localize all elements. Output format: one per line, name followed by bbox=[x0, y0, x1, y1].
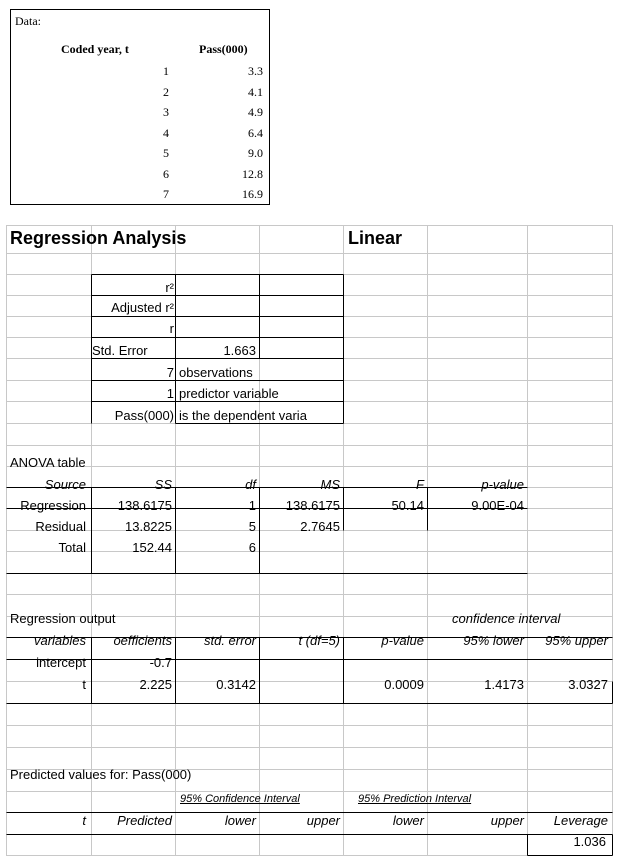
data-row-t: 4 bbox=[163, 125, 169, 140]
coded-year-header: Coded year, t bbox=[61, 42, 129, 56]
data-row-t: 6 bbox=[163, 166, 169, 181]
data-row-pass: 6.4 bbox=[248, 125, 263, 140]
output-header-upper: 95% upper bbox=[545, 633, 608, 648]
data-table bbox=[10, 9, 270, 205]
output-pvalue: 0.0009 bbox=[384, 677, 424, 692]
anova-ss: 152.44 bbox=[132, 540, 172, 555]
output-var: intercept bbox=[36, 655, 86, 670]
anova-source: Total bbox=[58, 540, 86, 555]
anova-title: ANOVA table bbox=[10, 455, 86, 470]
data-row-pass: 16.9 bbox=[242, 187, 263, 201]
data-row-t: 1 bbox=[163, 64, 169, 78]
pi-interval-label: 95% Prediction Interval bbox=[358, 793, 472, 805]
ci-interval-label: 95% Confidence Interval bbox=[180, 793, 300, 805]
anova-source: Regression bbox=[20, 498, 86, 513]
pred-header-ci-lower: lower bbox=[224, 813, 256, 828]
std-error-label: Std. Error bbox=[92, 343, 148, 358]
predicted-title: Predicted values for: Pass(000) bbox=[10, 767, 192, 782]
observations-label: observations bbox=[179, 365, 253, 380]
output-header-var: variables bbox=[33, 633, 86, 648]
pred-header-predicted: Predicted bbox=[117, 813, 172, 828]
anova-f: 50.14 bbox=[391, 498, 424, 513]
pred-header-ci-upper: upper bbox=[306, 813, 340, 828]
model-label: Linear bbox=[348, 228, 403, 248]
anova-source: Residual bbox=[35, 519, 86, 534]
output-header-lower: 95% lower bbox=[463, 633, 524, 648]
pred-header-leverage: Leverage bbox=[553, 813, 608, 828]
anova-header-ss: SS bbox=[154, 477, 172, 492]
data-row-pass: 4.1 bbox=[248, 84, 263, 99]
data-row-t: 2 bbox=[163, 84, 169, 99]
data-row-t: 3 bbox=[163, 105, 169, 119]
anova-df: 6 bbox=[248, 540, 256, 555]
adj-r2-label: Adjusted r² bbox=[111, 300, 174, 315]
output-header-std-error: std. error bbox=[203, 633, 256, 648]
output-upper: 3.0327 bbox=[568, 677, 608, 692]
data-row-pass: 4.9 bbox=[248, 105, 263, 119]
anova-df: 1 bbox=[248, 498, 256, 513]
output-header-pvalue: p-value bbox=[381, 633, 424, 648]
data-row-t: 5 bbox=[163, 146, 169, 160]
predictors-label: predictor variable bbox=[179, 386, 279, 401]
anova-header-df: df bbox=[245, 477, 256, 492]
std-error-value: 1.663 bbox=[223, 343, 256, 358]
output-coef: 2.225 bbox=[139, 677, 172, 692]
observations-value: 7 bbox=[166, 365, 174, 380]
ci-title: confidence interval bbox=[452, 611, 561, 626]
output-header-t-stat: t (df=5) bbox=[298, 633, 340, 648]
dependent-value: Pass(000) bbox=[114, 408, 174, 423]
output-coef: -0.7 bbox=[149, 655, 172, 670]
anova-ss: 13.8225 bbox=[125, 519, 172, 534]
anova-header-pvalue: p-value bbox=[481, 477, 524, 492]
output-var: t bbox=[82, 677, 86, 692]
anova-ms: 138.6175 bbox=[285, 498, 340, 513]
dependent-label: is the dependent varia bbox=[179, 408, 307, 423]
predictors-value: 1 bbox=[166, 386, 174, 401]
data-row-t: 7 bbox=[163, 187, 169, 201]
regression-title: Regression Analysis bbox=[10, 228, 187, 248]
data-caption: Data: bbox=[15, 14, 41, 28]
output-std-error: 0.3142 bbox=[216, 677, 256, 692]
pred-header-pi-lower: lower bbox=[392, 813, 424, 828]
output-header-coef: oefficients bbox=[113, 633, 172, 648]
anova-header-source: Source bbox=[44, 477, 86, 492]
anova-ms: 2.7645 bbox=[300, 519, 340, 534]
anova-header-f: F bbox=[416, 477, 424, 492]
pred-header-t: t bbox=[82, 813, 86, 828]
anova-ss: 138.6175 bbox=[117, 498, 172, 513]
data-row-pass: 9.0 bbox=[248, 146, 263, 160]
anova-header-ms: MS bbox=[320, 477, 340, 492]
r2-label: r² bbox=[165, 280, 174, 295]
anova-pvalue: 9.00E-04 bbox=[471, 498, 524, 513]
pass-header: Pass(000) bbox=[199, 42, 248, 56]
output-lower: 1.4173 bbox=[484, 677, 524, 692]
pred-header-pi-upper: upper bbox=[490, 813, 524, 828]
leverage-value: 1.036 bbox=[573, 834, 606, 849]
data-row-pass: 12.8 bbox=[242, 166, 263, 181]
r-label: r bbox=[169, 321, 174, 336]
output-title: Regression output bbox=[10, 611, 116, 626]
anova-df: 5 bbox=[248, 519, 256, 534]
data-row-pass: 3.3 bbox=[248, 64, 263, 78]
